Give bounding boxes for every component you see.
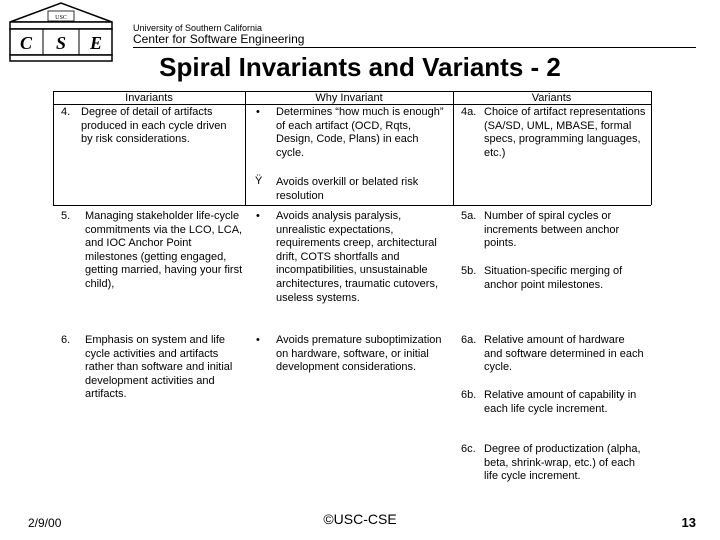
invariant-number: 5.: [61, 210, 71, 222]
variant-text: Relative amount of capability in each life cycle increment.: [484, 389, 637, 415]
row-divider: [53, 205, 651, 206]
header-variants: Variants: [531, 92, 572, 104]
variant-number: 6a.: [461, 334, 477, 346]
page-number: 13: [681, 515, 696, 530]
variant-text: Situation-specific merging of anchor point milestones.: [484, 265, 623, 291]
logo-letter-e: E: [89, 33, 103, 53]
variant-number: 4a.: [461, 106, 477, 118]
variant-text: Degree of productization (alpha, beta, shrink-wrap, etc.) of each life cycle increment.: [484, 443, 641, 483]
invariant-text: Managing stakeholder life-cycle commitments via the LCO, LCA, and IOC Anchor Point milestones (getting engaged, getting married, having your first child),: [85, 210, 243, 290]
variant-number: 6b.: [461, 389, 477, 401]
column-divider: [245, 91, 246, 206]
variant-number: 6c.: [461, 443, 476, 455]
variant-number: 5a.: [461, 210, 477, 222]
header-row-divider: [53, 104, 651, 105]
invariant-text: Degree of detail of artifacts produced in each cycle driven by risk considerations.: [81, 106, 227, 146]
bullet-icon: •: [256, 106, 260, 118]
footer-copyright: ©USC-CSE: [323, 511, 397, 527]
page-title: Spiral Invariants and Variants - 2: [159, 52, 561, 82]
footer-date: 2/9/00: [28, 516, 62, 530]
invariant-text: Emphasis on system and life cycle activities and artifacts rather than software and initial development activities and artifacts.: [85, 334, 233, 401]
why-text: Avoids premature suboptimization on hardware, software, or initial development considerations.: [276, 334, 442, 374]
logo-letter-s: S: [55, 33, 67, 53]
why-text: Determines “how much is enough” of each artifact (OCD, Rqts, Design, Code, Plans) in each cycle.: [276, 106, 444, 159]
invariant-number: 6.: [61, 334, 71, 346]
bullet-icon: •: [256, 210, 260, 222]
why-text-secondary: Avoids overkill or belated risk resolution: [276, 176, 419, 202]
why-text: Avoids analysis paralysis, unrealistic expectations, requirements creep, architectural drift, COTS shortfalls and incompatibilities, unsustainable architectures, traumatic cutovers, useless systems.: [276, 210, 439, 304]
header-why-invariant: Why Invariant: [315, 92, 383, 104]
logo-letter-c: C: [19, 33, 33, 53]
header-divider: [133, 47, 696, 48]
logo-seal: USC: [55, 15, 67, 21]
bullet-icon: Ÿ: [255, 175, 263, 187]
header-invariants: Invariants: [125, 92, 173, 104]
variant-text: Choice of artifact representations (SA/SD, UML, MBASE, formal specs, programming languages, etc.): [484, 106, 646, 159]
variant-text: Relative amount of hardware and software determined in each cycle.: [484, 334, 644, 374]
bullet-icon: •: [256, 334, 260, 346]
center-name: Center for Software Engineering: [133, 32, 305, 46]
variant-text: Number of spiral cycles or increments between anchor points.: [484, 210, 620, 250]
invariant-number: 4.: [61, 106, 71, 118]
university-name: University of Southern California: [133, 23, 263, 33]
variant-number: 5b.: [461, 265, 477, 277]
column-divider: [453, 91, 454, 206]
